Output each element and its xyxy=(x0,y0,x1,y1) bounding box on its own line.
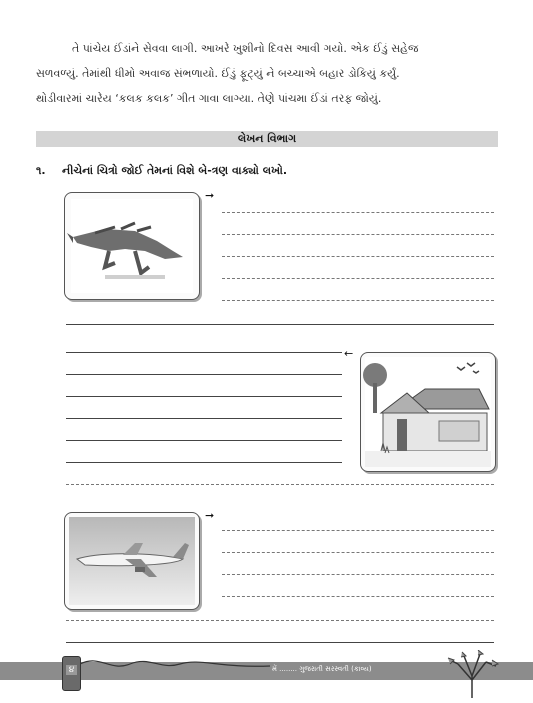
writing-line xyxy=(66,374,342,375)
arrow-left-icon: ← xyxy=(344,347,354,360)
airplane-illustration xyxy=(65,513,199,609)
writing-line xyxy=(66,418,342,419)
writing-line xyxy=(66,440,342,441)
page-number: ૪ xyxy=(66,665,77,675)
story-line-1: તે પાંચેય ઈંડાંને સેવવા લાગી. આખરે ખુશીનો દિવસ આવી ગયો. એક ઈંડું સહેજ xyxy=(72,42,419,55)
footer-squiggle-icon xyxy=(80,650,270,675)
arrow-right-icon-1: ➞ xyxy=(205,189,215,202)
writing-line xyxy=(222,278,494,279)
story-paragraph xyxy=(36,36,506,111)
writing-line xyxy=(66,396,342,397)
question-number: ૧. xyxy=(36,164,46,177)
writing-line xyxy=(66,642,494,643)
house-illustration xyxy=(361,353,495,471)
writing-line xyxy=(66,462,342,463)
house-picture xyxy=(360,352,496,472)
story-line-3: થોડીવારમાં ચારેય ‘કલક કલક’ ગીત ગાવા લાગ્યા. તેણે પાંચમા ઈંડાં તરફ જોયું. xyxy=(36,92,382,105)
crocodile-picture xyxy=(64,192,200,300)
page-number-badge xyxy=(62,656,81,691)
writing-line xyxy=(66,620,494,621)
writing-line xyxy=(222,212,494,213)
tree-decoration-icon xyxy=(444,650,500,700)
airplane-picture xyxy=(64,512,200,610)
section-heading: લેખન વિભાગ xyxy=(36,131,498,147)
arrow-right-icon-2: ➞ xyxy=(205,509,215,522)
question-1 xyxy=(36,164,506,178)
writing-line xyxy=(222,596,494,597)
writing-line xyxy=(222,530,494,531)
crocodile-illustration xyxy=(65,193,199,299)
writing-line xyxy=(222,234,494,235)
footer-text: મેં ........ ગુજરાતી સરસ્વતી (કાવ્ય) xyxy=(272,665,372,673)
writing-line xyxy=(66,484,494,485)
writing-line xyxy=(222,256,494,257)
writing-line xyxy=(222,552,494,553)
story-line-2: સળવળ્યું. તેમાંથી ધીમો અવાજ સંભળાયો. ઈંડું ફૂટ્યું ને બચ્ચાએ બહાર ડોકિયું કર્યું. xyxy=(36,67,400,80)
question-text: નીચેનાં ચિત્રો જોઈ તેમનાં વિશે બે-ત્રણ વાક્યો લખો. xyxy=(62,164,288,177)
writing-line xyxy=(66,324,494,325)
writing-line xyxy=(222,574,494,575)
writing-line xyxy=(66,352,342,353)
writing-line xyxy=(222,300,494,301)
